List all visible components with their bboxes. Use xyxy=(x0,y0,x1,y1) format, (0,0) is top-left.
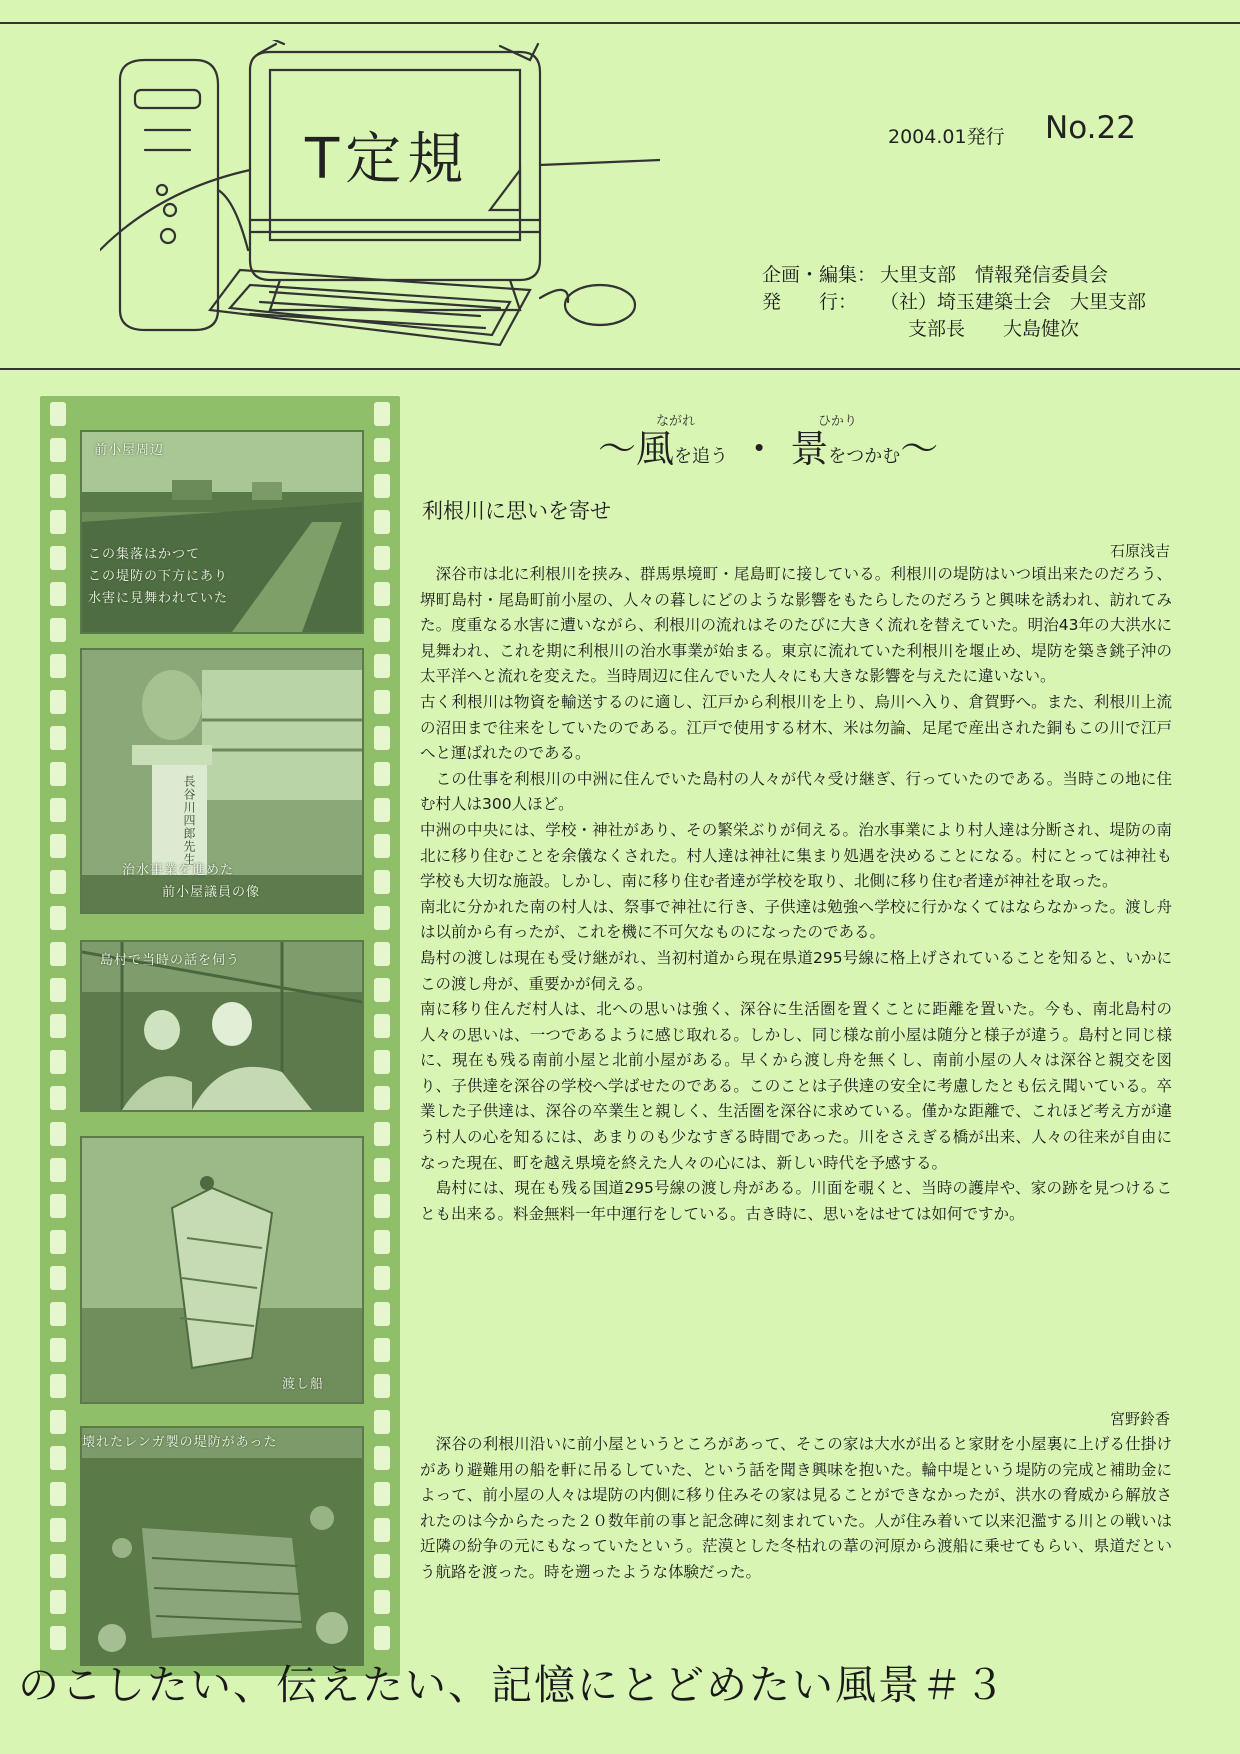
paragraph: 深谷市は北に利根川を挟み、群馬県境町・尾島町に接している。利根川の堤防はいつ頃出来たのだろう、堺町島村・尾島町前小屋の、人々の暮しにどのような影響をもたらしたのだろうと興味を誘われ、訪れてみた。度重なる水害に遭いながら、利根川の流れはそのたびに大きく流れを替えていた。明治43年の大洪水に見舞われ、これを期に利根川の治水事業が始まる。東京に流れていた利根川を堰止め、堤防を築き銚子沖の太平洋へと流れを変えた。当時周辺に住んでいた人々にも大きな影響を与えたに違いない。 xyxy=(420,565,1172,686)
film-perforation xyxy=(374,1086,390,1110)
film-strip xyxy=(40,396,400,1676)
paragraph: 古く利根川は物資を輸送するのに適し、江戸から利根川を上り、烏川へ入り、倉賀野へ。また、利根川上流の沼田まで往来をしていたのである。江戸で使用する材木、米は勿論、足尾で産出された銅もこの川で江戸へと運ばれたのである。 xyxy=(420,692,1172,763)
author-1: 石原浅吉 xyxy=(1109,542,1170,560)
film-perforation xyxy=(50,834,66,858)
film-perforations-right xyxy=(374,402,390,1670)
paragraph: 深谷の利根川沿いに前小屋というところがあって、そこの家は大水が出ると家財を小屋裏に上げる仕掛けがあり避難用の船を軒に吊るしていた、という話を聞き興味を抱いた。輪中堤という堤防の完成と補助金によって、前小屋の人々は堤防の内側に移り住みその家は見ることができなかったが、洪水の脅威から解放されたのは今からたった２０数年前の事と記念碑に刻まれていた。人が住み着いて以来氾濫する川との戦いは近隣の紛争の元にもなっていたという。茫漠とした冬枯れの葦の河原から渡船に乗せてもらい、県道だという航路を渡った。時を遡ったような体験だった。 xyxy=(420,1435,1172,1581)
footer-banner: のこしたい、伝えたい、記憶にとどめたい風景＃３ xyxy=(18,1661,1007,1709)
film-perforation xyxy=(50,690,66,714)
film-perforation xyxy=(50,1482,66,1506)
film-perforation xyxy=(50,870,66,894)
heading-kana-1: を追う xyxy=(674,446,729,467)
film-perforation xyxy=(50,942,66,966)
photo-interview xyxy=(80,940,364,1112)
top-rule xyxy=(0,22,1240,24)
author-2: 宮野鈴香 xyxy=(1109,1410,1170,1428)
header-rule xyxy=(0,368,1240,370)
film-perforation xyxy=(50,1266,66,1290)
film-perforation xyxy=(374,1230,390,1254)
film-perforation xyxy=(374,942,390,966)
computer-illustration xyxy=(100,40,660,370)
film-perforation xyxy=(50,1302,66,1326)
film-perforation xyxy=(50,546,66,570)
film-perforation xyxy=(50,1194,66,1218)
photo3-caption: 島村で当時の話を伺う xyxy=(100,953,241,968)
film-perforation xyxy=(374,1410,390,1434)
article-body-2 xyxy=(420,1432,1172,1586)
photo2-caption-line2: 前小屋議員の像 xyxy=(162,885,261,900)
film-perforation xyxy=(374,978,390,1002)
planning-label: 企画・編集： xyxy=(762,264,877,286)
film-perforation xyxy=(374,1518,390,1542)
photo-boat xyxy=(80,1136,364,1404)
issue-date: 2004.01発行 xyxy=(888,126,1005,148)
film-perforation xyxy=(50,654,66,678)
film-perforation xyxy=(50,762,66,786)
film-perforation xyxy=(374,726,390,750)
film-perforation xyxy=(374,402,390,426)
film-perforation xyxy=(50,1374,66,1398)
film-perforation xyxy=(374,1014,390,1038)
photo-village xyxy=(80,430,364,634)
film-perforation xyxy=(374,798,390,822)
film-perforation xyxy=(374,438,390,462)
photo1-title: 前小屋周辺 xyxy=(94,443,165,458)
film-perforation xyxy=(50,510,66,534)
newsletter-title: T定規 xyxy=(305,127,470,192)
film-perforation xyxy=(50,1230,66,1254)
paragraph: 島村の渡しは現在も受け継がれ、当初村道から現在県道295号線に格上げされていることを知ると、いかにこの渡し舟が、重要かが伺える。 xyxy=(420,948,1172,993)
film-perforation xyxy=(50,438,66,462)
film-perforation xyxy=(374,690,390,714)
film-perforation xyxy=(374,1374,390,1398)
film-perforation xyxy=(374,546,390,570)
film-perforation xyxy=(50,474,66,498)
film-perforation xyxy=(374,1050,390,1074)
film-perforation xyxy=(374,906,390,930)
heading-kanji-1: 風 xyxy=(636,427,675,471)
heading-kanji-2: 景 xyxy=(790,427,829,471)
film-perforation xyxy=(50,798,66,822)
film-perforation xyxy=(50,1446,66,1470)
film-perforation xyxy=(374,1158,390,1182)
film-perforation xyxy=(374,1626,390,1650)
film-perforation xyxy=(50,1626,66,1650)
photo1-caption-line1: この集落はかつて xyxy=(88,547,201,562)
heading-tilde-right: ～ xyxy=(900,427,939,471)
film-perforation xyxy=(50,1122,66,1146)
film-perforation xyxy=(50,582,66,606)
film-perforation xyxy=(50,906,66,930)
film-perforations-left xyxy=(50,402,66,1670)
photo5-caption: 壊れたレンガ製の堤防があった xyxy=(82,1435,278,1450)
film-perforation xyxy=(374,1590,390,1614)
credits xyxy=(762,262,1146,343)
film-perforation xyxy=(374,582,390,606)
paragraph: この仕事を利根川の中洲に住んでいた島村の人々が代々受け継ぎ、行っていたのである。当時この地に住む村人は300人ほど。 xyxy=(420,769,1172,814)
heading-dot: ・ xyxy=(740,427,779,471)
film-perforation xyxy=(50,1590,66,1614)
film-perforation xyxy=(374,1554,390,1578)
photo1-caption-line3: 水害に見舞われていた xyxy=(88,591,229,606)
film-perforation xyxy=(374,1446,390,1470)
film-perforation xyxy=(50,1410,66,1434)
film-perforation xyxy=(374,1266,390,1290)
heading-tilde-left: ～ xyxy=(598,427,637,471)
film-perforation xyxy=(374,1122,390,1146)
planning-value: 大里支部 情報発信委員会 xyxy=(880,264,1109,286)
film-perforation xyxy=(374,1194,390,1218)
film-perforation xyxy=(50,1338,66,1362)
film-perforation xyxy=(50,1014,66,1038)
statue-plaque: 長谷川四郎先生 xyxy=(182,775,196,866)
film-perforation xyxy=(50,1518,66,1542)
film-perforation xyxy=(50,618,66,642)
film-perforation xyxy=(50,1086,66,1110)
photo-brick-dike xyxy=(80,1426,364,1666)
film-perforation xyxy=(374,834,390,858)
photo2-caption-line1: 治水事業を進めた xyxy=(122,863,235,878)
film-perforation xyxy=(374,474,390,498)
publisher-value: （社）埼玉建築士会 大里支部 xyxy=(880,291,1147,313)
film-perforation xyxy=(50,1158,66,1182)
film-perforation xyxy=(50,1050,66,1074)
film-perforation xyxy=(374,654,390,678)
film-perforation xyxy=(374,870,390,894)
film-perforation xyxy=(374,618,390,642)
film-perforation xyxy=(374,510,390,534)
film-perforation xyxy=(374,762,390,786)
heading-kana-2: をつかむ xyxy=(828,446,901,467)
photo-statue xyxy=(80,648,364,914)
film-perforation xyxy=(374,1338,390,1362)
chief-name: 支部長 大島健次 xyxy=(908,318,1080,340)
film-perforation xyxy=(50,1554,66,1578)
article-subtitle: 利根川に思いを寄せ xyxy=(422,499,611,523)
issue-number: No.22 xyxy=(1045,110,1136,146)
paragraph: 南北に分かれた南の村人は、祭事で神社に行き、子供達は勉強へ学校に行かなくてはならなかった。渡し舟は以前から有ったが、これを機に不可欠なものになったのである。 xyxy=(420,897,1172,942)
photo1-caption-line2: この堤防の下方にあり xyxy=(88,569,229,584)
article-heading xyxy=(598,418,938,473)
paragraph: 中洲の中央には、学校・神社があり、その繁栄ぶりが伺える。治水事業により村人達は分断され、堤防の南北に移り住むことを余儀なくされた。村人達は神社に集まり処遇を決めることになる。村にとっては神社も学校も大切な施設。しかし、南に移り住む者達が学校を取り、北側に移り住む者達が神社を取った。 xyxy=(420,820,1172,891)
heading-ruby-1: ながれ xyxy=(656,414,696,429)
heading-ruby-2: ひかり xyxy=(818,414,858,429)
film-perforation xyxy=(50,978,66,1002)
publisher-label: 発 行： xyxy=(762,291,858,313)
film-perforation xyxy=(50,726,66,750)
film-perforation xyxy=(50,402,66,426)
paragraph: 南に移り住んだ村人は、北への思いは強く、深谷に生活圏を置くことに距離を置いた。今も、南北島村の人々の思いは、一つであるように感じ取れる。しかし、同じ様な前小屋は随分と様子が違う。島村と同じ様に、現在も残る南前小屋と北前小屋がある。早くから渡し舟を無くし、南前小屋の人々は深谷と親交を図り、子供達を深谷の学校へ学ばせたのである。このことは子供達の安全に考慮したとも伝え聞いている。卒業した子供達は、深谷の卒業生と親しく、生活圏を深谷に求めている。僅かな距離で、これほど考え方が違う村人の心を知るには、あまりのも少なすぎる時間であった。川をさえぎる橋が出来、人々の往来が自由になった現在、町を越え県境を終えた人々の心には、新しい時代を予感する。 xyxy=(420,1000,1172,1172)
article-body-1 xyxy=(420,562,1172,1227)
film-perforation xyxy=(374,1482,390,1506)
film-perforation xyxy=(374,1302,390,1326)
paragraph: 島村には、現在も残る国道295号線の渡し舟がある。川面を覗くと、当時の護岸や、家の跡を見つけることも出来る。料金無料一年中運行をしている。古き時に、思いをはせては如何ですか。 xyxy=(420,1179,1172,1223)
photo4-caption: 渡し船 xyxy=(282,1377,325,1392)
